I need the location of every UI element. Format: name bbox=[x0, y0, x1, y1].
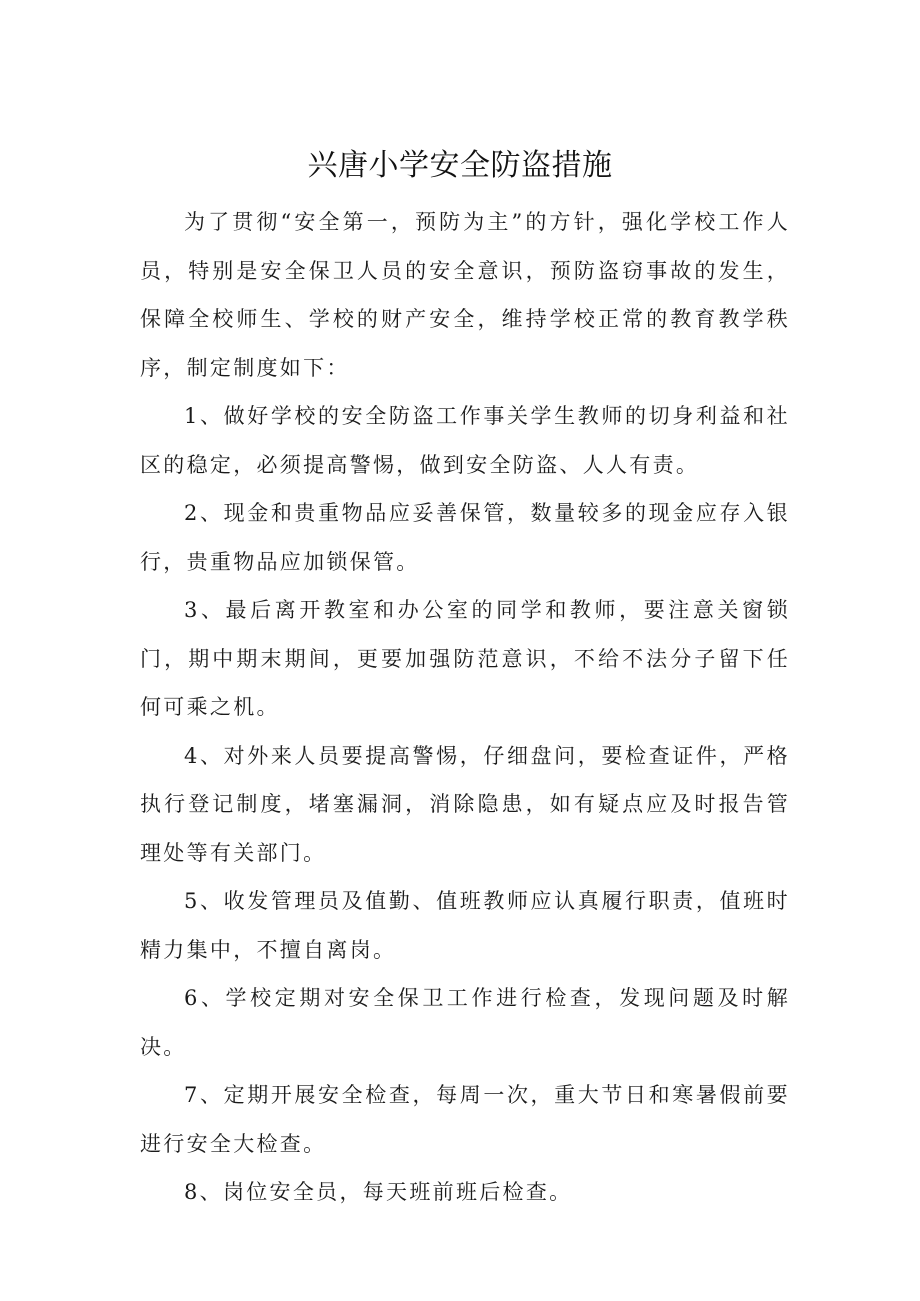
page-title: 兴唐小学安全防盗措施 bbox=[307, 148, 613, 183]
rule-item-5: 5、收发管理员及值勤、值班教师应认真履行职责，值班时精力集中，不擅自离岗。 bbox=[140, 889, 790, 962]
rule-item-2: 2、现金和贵重物品应妥善保管，数量较多的现金应存入银行，贵重物品应加锁保管。 bbox=[140, 501, 790, 574]
intro-paragraph: 为了贯彻“安全第一，预防为主”的方针，强化学校工作人员，特别是安全保卫人员的安全意识，预防盗窃事故的发生，保障全校师生、学校的财产安全，维持学校正常的教育教学秩序，制定制度如下： bbox=[140, 210, 790, 380]
document-body bbox=[140, 198, 790, 1217]
rule-item-8: 8、岗位安全员，每天班前班后检查。 bbox=[184, 1180, 573, 1204]
rule-item-7: 7、定期开展安全检查，每周一次，重大节日和寒暑假前要进行安全大检查。 bbox=[140, 1083, 790, 1156]
rule-item-1: 1、做好学校的安全防盗工作事关学生教师的切身利益和社区的稳定，必须提高警惕，做到安全防盗、人人有责。 bbox=[140, 404, 790, 477]
rule-item-6: 6、学校定期对安全保卫工作进行检查，发现问题及时解决。 bbox=[140, 986, 790, 1059]
rule-item-3: 3、最后离开教室和办公室的同学和教师，要注意关窗锁门，期中期末期间，更要加强防范意识，不给不法分子留下任何可乘之机。 bbox=[140, 598, 790, 719]
rule-item-4: 4、对外来人员要提高警惕，仔细盘问，要检查证件，严格执行登记制度，堵塞漏洞，消除隐患，如有疑点应及时报告管理处等有关部门。 bbox=[140, 743, 790, 865]
